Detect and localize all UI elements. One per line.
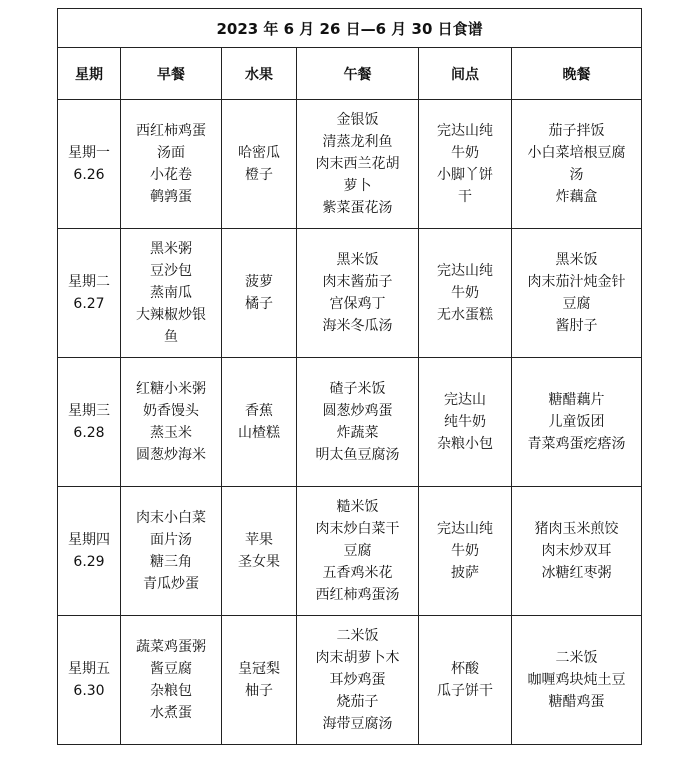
day-rows <box>58 100 642 745</box>
menu-item: 牛奶 <box>451 285 479 301</box>
day-row <box>58 100 642 229</box>
menu-item: 茄子拌饭 <box>548 123 605 139</box>
day-cell <box>58 487 121 616</box>
breakfast-cell <box>121 100 222 229</box>
header-lunch: 午餐 <box>297 48 419 100</box>
menu-item: 豆沙包 <box>150 263 192 279</box>
day-row <box>58 616 642 745</box>
snack-cell <box>419 616 512 745</box>
lunch-cell <box>297 358 419 487</box>
menu-item: 杂粮小包 <box>437 436 493 452</box>
day-row <box>58 487 642 616</box>
day-name: 星期三 <box>68 403 110 419</box>
menu-item: 苹果 <box>245 532 273 548</box>
fruit-cell <box>222 616 297 745</box>
menu-item: 糖三角 <box>150 554 192 570</box>
menu-item: 完达山纯 <box>437 263 493 279</box>
menu-item: 披萨 <box>451 565 479 581</box>
menu-item: 水煮蛋 <box>150 705 192 721</box>
day-row <box>58 358 642 487</box>
menu-item: 肉末小白菜 <box>136 510 206 526</box>
snack-cell <box>419 487 512 616</box>
menu-item: 蒸玉米 <box>150 425 192 441</box>
menu-item: 糙米饭 <box>336 499 379 515</box>
header-weekday: 星期 <box>58 48 121 100</box>
menu-item: 圆葱炒鸡蛋 <box>322 403 393 419</box>
menu-item: 耳炒鸡蛋 <box>329 672 386 688</box>
menu-item: 猪肉玉米煎饺 <box>534 521 619 537</box>
menu-item: 咖喱鸡块炖土豆 <box>527 672 626 688</box>
day-name: 星期二 <box>68 274 110 290</box>
fruit-cell <box>222 100 297 229</box>
menu-item: 香蕉 <box>245 403 273 419</box>
menu-item: 杯酸 <box>451 661 479 677</box>
menu-item: 肉末酱茄子 <box>322 274 393 290</box>
day-date: 6.28 <box>73 425 105 441</box>
menu-item: 海带豆腐汤 <box>322 716 393 732</box>
menu-item: 金银饭 <box>336 112 379 128</box>
menu-item: 橙子 <box>245 167 273 183</box>
menu-item: 酱肘子 <box>555 318 598 334</box>
day-cell <box>58 100 121 229</box>
day-cell <box>58 358 121 487</box>
day-name: 星期一 <box>68 145 110 161</box>
menu-table <box>57 8 642 745</box>
lunch-cell <box>297 229 419 358</box>
menu-item: 烧茄子 <box>336 694 379 710</box>
menu-item: 青瓜炒蛋 <box>143 576 199 592</box>
menu-item: 柚子 <box>245 683 273 699</box>
menu-item: 汤面 <box>157 145 185 161</box>
day-row <box>58 229 642 358</box>
menu-item: 红糖小米粥 <box>136 381 206 397</box>
menu-item: 干 <box>458 189 472 205</box>
day-cell <box>58 229 121 358</box>
breakfast-cell <box>121 487 222 616</box>
menu-item: 大辣椒炒银 <box>136 307 206 323</box>
menu-item: 鹌鹑蛋 <box>150 189 192 205</box>
fruit-cell <box>222 358 297 487</box>
header-snack: 间点 <box>419 48 512 100</box>
menu-item: 无水蛋糕 <box>437 307 493 323</box>
menu-item: 清蒸龙利鱼 <box>322 134 393 150</box>
menu-item: 哈密瓜 <box>238 145 280 161</box>
day-date: 6.29 <box>73 554 105 570</box>
menu-item: 橘子 <box>245 296 273 312</box>
menu-item: 牛奶 <box>451 543 479 559</box>
day-name: 星期五 <box>68 661 110 677</box>
menu-item: 西红柿鸡蛋汤 <box>315 587 400 603</box>
menu-item: 菠萝 <box>245 274 273 290</box>
fruit-cell <box>222 229 297 358</box>
dinner-cell <box>512 487 642 616</box>
header-dinner: 晚餐 <box>512 48 642 100</box>
snack-cell <box>419 100 512 229</box>
menu-item: 酱豆腐 <box>150 661 192 677</box>
menu-item: 牛奶 <box>451 145 479 161</box>
menu-item: 炸藕盒 <box>555 189 598 205</box>
menu-item: 豆腐 <box>343 543 372 559</box>
lunch-cell <box>297 616 419 745</box>
lunch-cell <box>297 487 419 616</box>
breakfast-cell <box>121 616 222 745</box>
dinner-cell <box>512 229 642 358</box>
breakfast-cell <box>121 358 222 487</box>
menu-item: 糖醋鸡蛋 <box>548 694 605 710</box>
menu-item: 鱼 <box>164 329 178 345</box>
menu-item: 肉末炒白菜干 <box>315 521 400 537</box>
snack-cell <box>419 358 512 487</box>
menu-item: 蔬菜鸡蛋粥 <box>136 639 206 655</box>
menu-item: 圣女果 <box>238 554 280 570</box>
menu-item: 完达山 <box>444 392 486 408</box>
menu-item: 面片汤 <box>150 532 192 548</box>
menu-item: 紫菜蛋花汤 <box>322 200 393 216</box>
menu-item: 海米冬瓜汤 <box>322 318 393 334</box>
menu-item: 圆葱炒海米 <box>136 447 206 463</box>
menu-item: 完达山纯 <box>437 123 493 139</box>
menu-item: 萝卜 <box>343 178 372 194</box>
dinner-cell <box>512 358 642 487</box>
menu-item: 肉末茄汁炖金针 <box>527 274 626 290</box>
menu-item: 冰糖红枣粥 <box>541 565 612 581</box>
dinner-cell <box>512 100 642 229</box>
fruit-cell <box>222 487 297 616</box>
menu-item: 完达山纯 <box>437 521 493 537</box>
header-fruit: 水果 <box>222 48 297 100</box>
menu-item: 杂粮包 <box>150 683 192 699</box>
day-date: 6.27 <box>73 296 105 312</box>
menu-item: 小脚丫饼 <box>437 167 493 183</box>
header-row <box>58 48 642 100</box>
menu-item: 二米饭 <box>336 628 379 644</box>
menu-item: 黑米粥 <box>150 241 192 257</box>
menu-item: 二米饭 <box>555 650 598 666</box>
menu-item: 肉末西兰花胡 <box>315 156 400 172</box>
menu-item: 西红柿鸡蛋 <box>136 123 206 139</box>
menu-item: 黑米饭 <box>555 252 598 268</box>
menu-item: 汤 <box>569 167 584 183</box>
menu-item: 碴子米饭 <box>329 381 386 397</box>
day-cell <box>58 616 121 745</box>
menu-item: 肉末胡萝卜木 <box>315 650 400 666</box>
menu-item: 纯牛奶 <box>444 414 486 430</box>
header-breakfast: 早餐 <box>121 48 222 100</box>
menu-item: 皇冠梨 <box>238 661 280 677</box>
menu-item: 五香鸡米花 <box>322 565 393 581</box>
menu-item: 瓜子饼干 <box>437 683 493 699</box>
menu-item: 奶香馒头 <box>143 403 199 419</box>
lunch-cell <box>297 100 419 229</box>
menu-item: 蒸南瓜 <box>150 285 192 301</box>
breakfast-cell <box>121 229 222 358</box>
snack-cell <box>419 229 512 358</box>
menu-title: 2023 年 6 月 26 日—6 月 30 日食谱 <box>58 9 642 48</box>
menu-item: 小白菜培根豆腐 <box>527 145 626 161</box>
menu-item: 山楂糕 <box>238 425 280 441</box>
dinner-cell <box>512 616 642 745</box>
menu-item: 黑米饭 <box>336 252 379 268</box>
menu-item: 宫保鸡丁 <box>329 296 386 312</box>
menu-item: 糖醋藕片 <box>548 392 605 408</box>
menu-item: 明太鱼豆腐汤 <box>315 447 400 463</box>
day-name: 星期四 <box>68 532 110 548</box>
menu-item: 儿童饭团 <box>548 414 605 430</box>
menu-item: 青菜鸡蛋疙瘩汤 <box>527 436 626 452</box>
day-date: 6.26 <box>73 167 105 183</box>
menu-item: 肉末炒双耳 <box>541 543 612 559</box>
day-date: 6.30 <box>73 683 105 699</box>
menu-item: 小花卷 <box>150 167 192 183</box>
menu-item: 炸蔬菜 <box>336 425 379 441</box>
menu-item: 豆腐 <box>562 296 591 312</box>
